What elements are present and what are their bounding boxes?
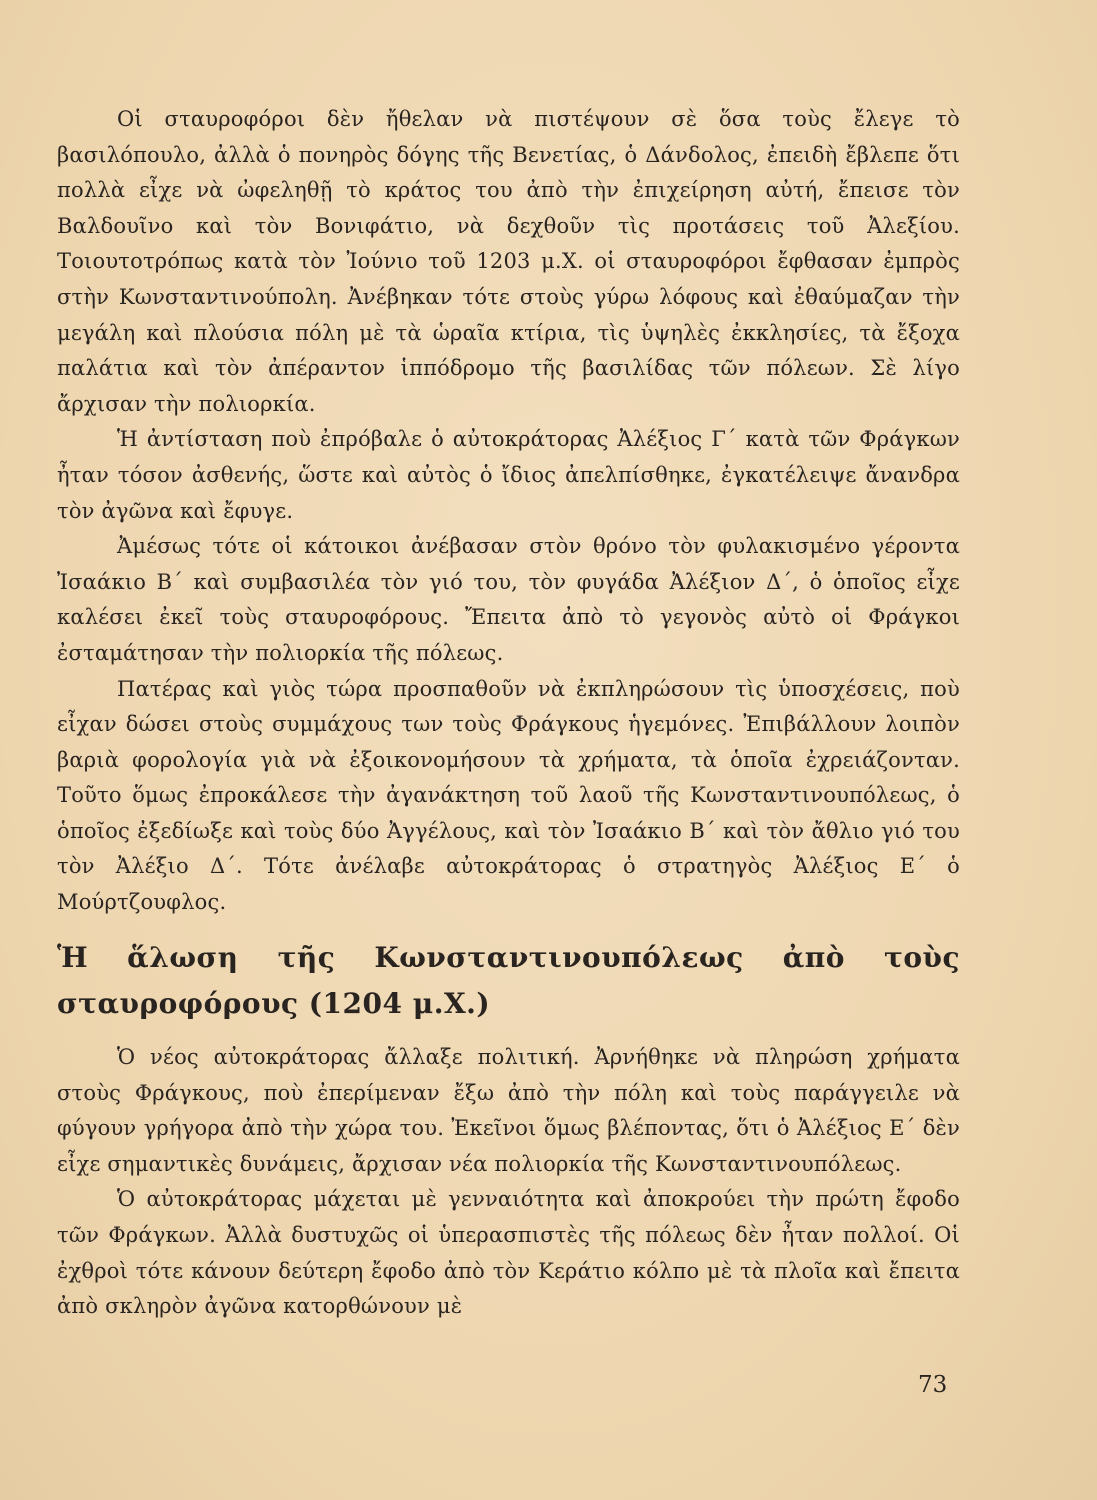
section-heading: Ἡ ἅλωση τῆς Κωνσταντινουπόλεως ἀπὸ τοὺς σταυροφόρους (1204 μ.Χ.) bbox=[57, 941, 960, 1020]
page-number: 73 bbox=[918, 1372, 948, 1398]
text-block-bottom bbox=[57, 1040, 960, 1325]
paragraph: Ὁ αὐτοκράτορας μάχεται μὲ γενναιότητα καὶ ἀποκρούει τὴν πρώτη ἔφοδο τῶν Φράγκων. Ἀλλὰ δυστυχῶς οἱ ὑπερασπιστὲς τῆς πόλεως δὲν ἦταν πολλοί. Οἱ ἐχθροὶ τότε κάνουν δεύτερη ἔφοδο ἀπὸ τὸν Κεράτιο κόλπο μὲ τὰ πλοῖα καὶ ἔπειτα ἀπὸ σκληρὸν ἀγῶνα κατορθώνουν μὲ bbox=[57, 1187, 960, 1319]
paragraph: Ἀμέσως τότε οἱ κάτοικοι ἀνέβασαν στὸν θρόνο τὸν φυλακισμένο γέροντα Ἰσαάκιο Β΄ καὶ συμβασιλέα τὸν γιό του, τὸν φυγάδα Ἀλέξιον Δ΄, ὁ ὁποῖος εἶχε καλέσει ἐκεῖ τοὺς σταυροφόρους. Ἔπειτα ἀπὸ τὸ γεγονὸς αὐτὸ οἱ Φράγκοι ἐσταμάτησαν τὴν πολιορκία τῆς πόλεως. bbox=[57, 534, 960, 665]
text-block-top bbox=[57, 102, 960, 921]
paragraph: Ὁ νέος αὐτοκράτορας ἄλλαξε πολιτική. Ἀρνήθηκε νὰ πληρώση χρήματα στοὺς Φράγκους, ποὺ ἐπερίμεναν ἔξω ἀπὸ τὴν πόλη καὶ τοὺς παράγγειλε νὰ φύγουν γρήγορα ἀπὸ τὴν χώρα του. Ἐκεῖνοι ὅμως βλέποντας, ὅτι ὁ Ἀλέξιος Ε΄ δὲν εἶχε σημαντικὲς δυνάμεις, ἄρχισαν νέα πολιορκία τῆς Κωνσταντινουπόλεως. bbox=[57, 1045, 960, 1176]
paragraph: Πατέρας καὶ γιὸς τώρα προσπαθοῦν νὰ ἐκπληρώσουν τὶς ὑποσχέσεις, ποὺ εἶχαν δώσει στοὺς συμμάχους των τοὺς Φράγκους ἡγεμόνες. Ἐπιβάλλουν λοιπὸν βαριὰ φορολογία γιὰ νὰ ἐξοικονομήσουν τὰ χρήματα, τὰ ὁποῖα ἐχρειάζονταν. Τοῦτο ὅμως ἐπροκάλεσε τὴν ἀγανάκτηση τοῦ λαοῦ τῆς Κωνσταντινουπόλεως, ὁ ὁποῖος ἐξεδίωξε καὶ τοὺς δύο Ἀγγέλους, καὶ τὸν Ἰσαάκιο Β΄ καὶ τὸν ἄθλιο γιό του τὸν Ἀλέξιο Δ΄. Τότε ἀνέλαβε αὐτοκράτορας ὁ στρατηγὸς Ἀλέξιος Ε΄ ὁ Μούρτζουφλος. bbox=[57, 676, 960, 915]
paragraph: Οἱ σταυροφόροι δὲν ἤθελαν νὰ πιστέψουν σὲ ὅσα τοὺς ἔλεγε τὸ βασιλόπουλο, ἀλλὰ ὁ πονηρὸς δόγης τῆς Βενετίας, ὁ Δάνδολος, ἐπειδὴ ἔβλεπε ὅτι πολλὰ εἶχε νὰ ὠφεληθῇ τὸ κράτος του ἀπὸ τὴν ἐπιχείρηση αὐτή, ἔπεισε τὸν Βαλδουῖνο καὶ τὸν Βονιφάτιο, νὰ δεχθοῦν τὶς προτάσεις τοῦ Ἀλεξίου. Τοιουτοτρόπως κατὰ τὸν Ἰούνιο τοῦ 1203 μ.Χ. οἱ σταυροφόροι ἔφθασαν ἐμπρὸς στὴν Κωνσταντινούπολη. Ἀνέβηκαν τότε στοὺς γύρω λόφους καὶ ἐθαύμαζαν τὴν μεγάλη καὶ πλούσια πόλη μὲ τὰ ὡραῖα κτίρια, τὶς ὑψηλὲς ἐκκλησίες, τὰ ἔξοχα παλάτια καὶ τὸν ἀπέραντον ἱππόδρομο τῆς βασιλίδας τῶν πόλεων. Σὲ λίγο ἄρχισαν τὴν πολιορκία. bbox=[57, 107, 960, 416]
paragraph: Ἡ ἀντίσταση ποὺ ἐπρόβαλε ὁ αὐτοκράτορας Ἀλέξιος Γ΄ κατὰ τῶν Φράγκων ἦταν τόσον ἀσθενής, ὥστε καὶ αὐτὸς ὁ ἴδιος ἀπελπίσθηκε, ἐγκατέλειψε ἄνανδρα τὸν ἀγῶνα καὶ ἔφυγε. bbox=[57, 427, 960, 523]
